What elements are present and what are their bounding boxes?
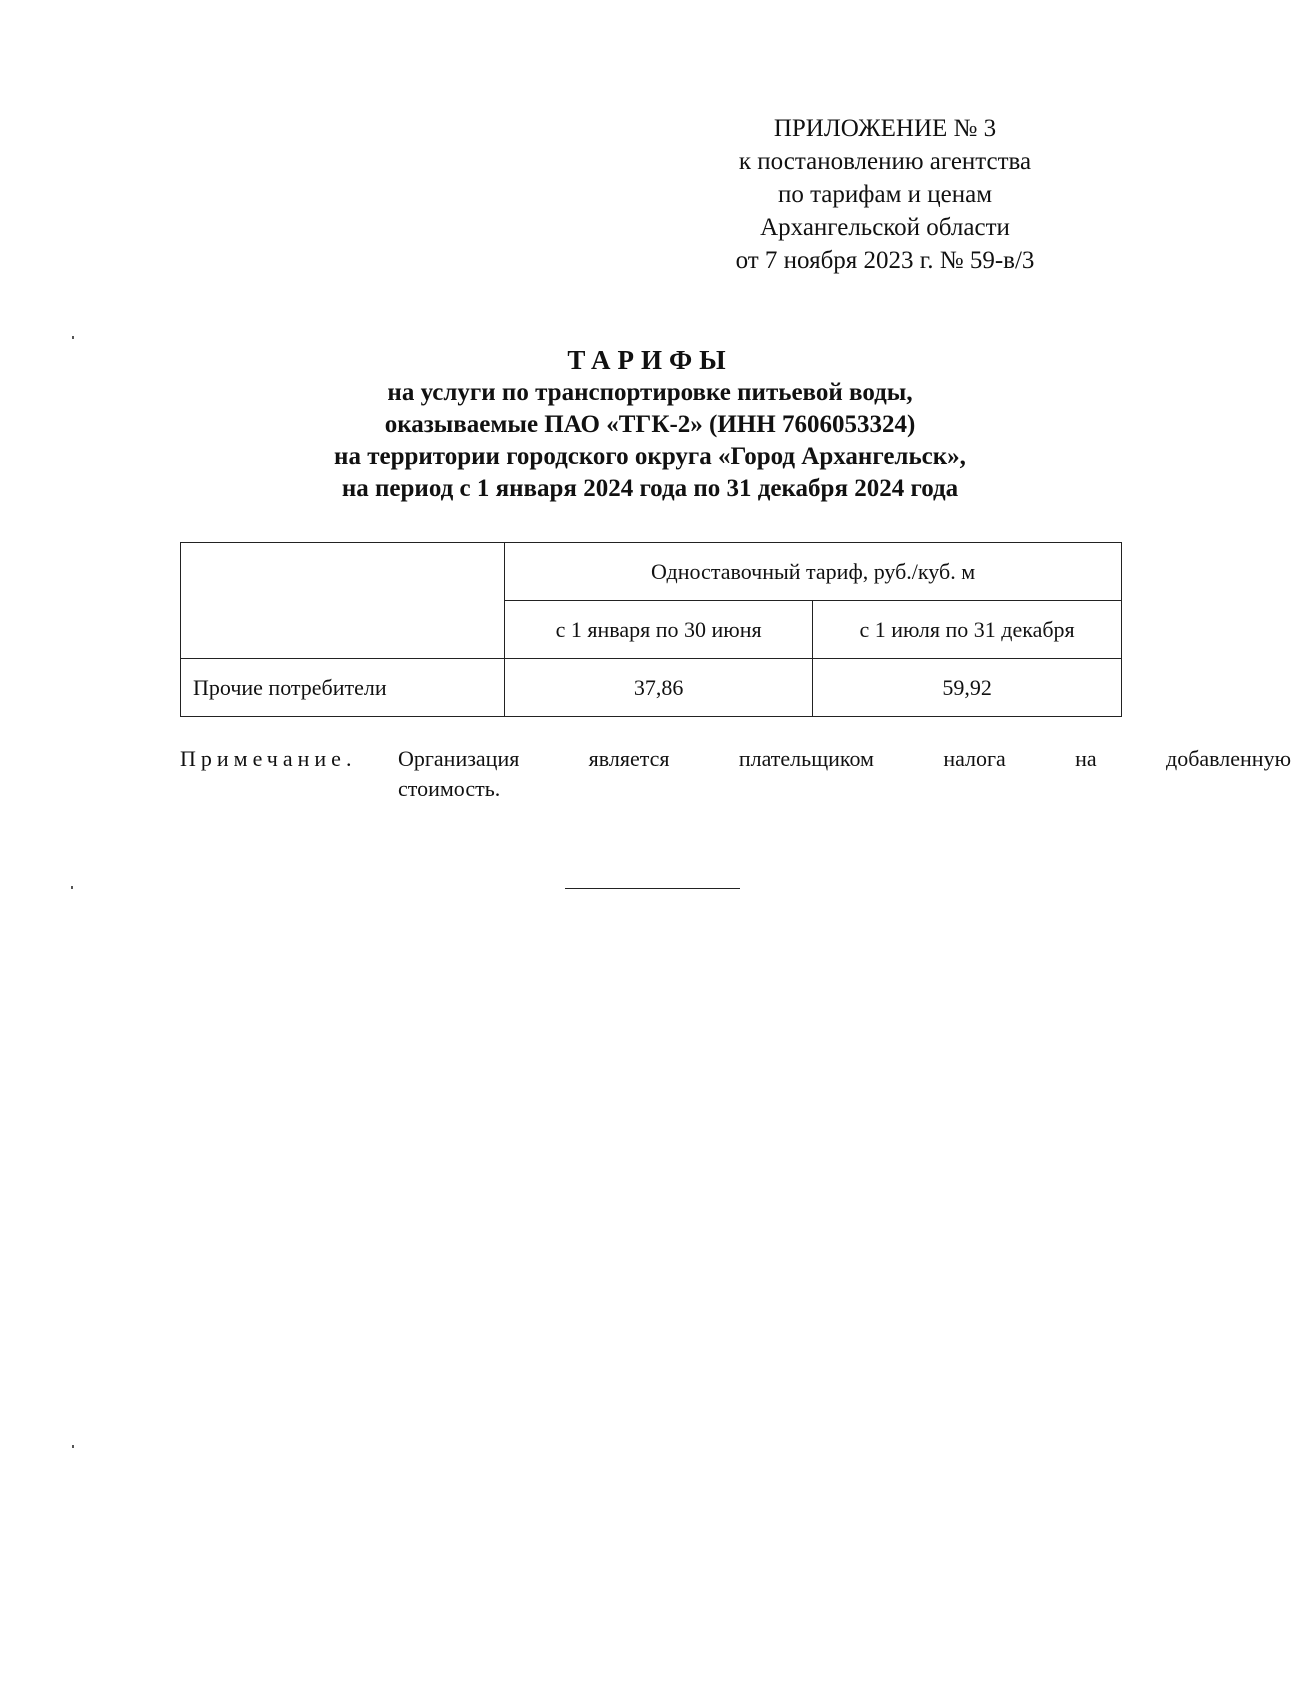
note-text: Организация является плательщиком налога на добавленную [398, 746, 1291, 771]
table-header-period-1: с 1 января по 30 июня [505, 601, 813, 659]
title-line: на территории городского округа «Город Архангельск», [334, 443, 966, 470]
table-header-period-2: с 1 июля по 31 декабря [813, 601, 1122, 659]
appendix-line: Архангельской области [760, 214, 1010, 241]
title-line: оказываемые ПАО «ТГК-2» (ИНН 7606053324) [384, 411, 916, 438]
title-line: на период с 1 января 2024 года по 31 декабря 2024 года [341, 475, 959, 502]
appendix-line: по тарифам и ценам [777, 181, 993, 208]
title-main: ТАРИФЫ [567, 345, 733, 375]
appendix-date-number: от 7 ноября 2023 г. № 59-в/3 [735, 247, 1035, 274]
appendix-header [650, 112, 1120, 277]
table-row [181, 659, 1122, 717]
scan-speck [71, 886, 73, 889]
table-cell-consumer: Прочие потребители [181, 659, 505, 717]
table-header-tariff: Одноставочный тариф, руб./куб. м [505, 543, 1122, 601]
table-cell-value: 37,86 [505, 659, 813, 717]
note-text-continued: стоимость. [398, 776, 501, 801]
scan-speck [72, 336, 74, 339]
appendix-line: к постановлению агентства [738, 148, 1032, 175]
title-line: на услуги по транспортировке питьевой воды, [387, 379, 913, 406]
tariff-table [180, 542, 1122, 717]
table-corner-cell [181, 543, 505, 659]
end-separator-line [565, 888, 740, 889]
table-header-row [181, 543, 1122, 601]
note-label: Примечание. [180, 746, 357, 771]
appendix-number: ПРИЛОЖЕНИЕ № 3 [773, 115, 997, 142]
document-title [160, 343, 1140, 505]
scan-speck [72, 1445, 74, 1448]
table-cell-value: 59,92 [813, 659, 1122, 717]
